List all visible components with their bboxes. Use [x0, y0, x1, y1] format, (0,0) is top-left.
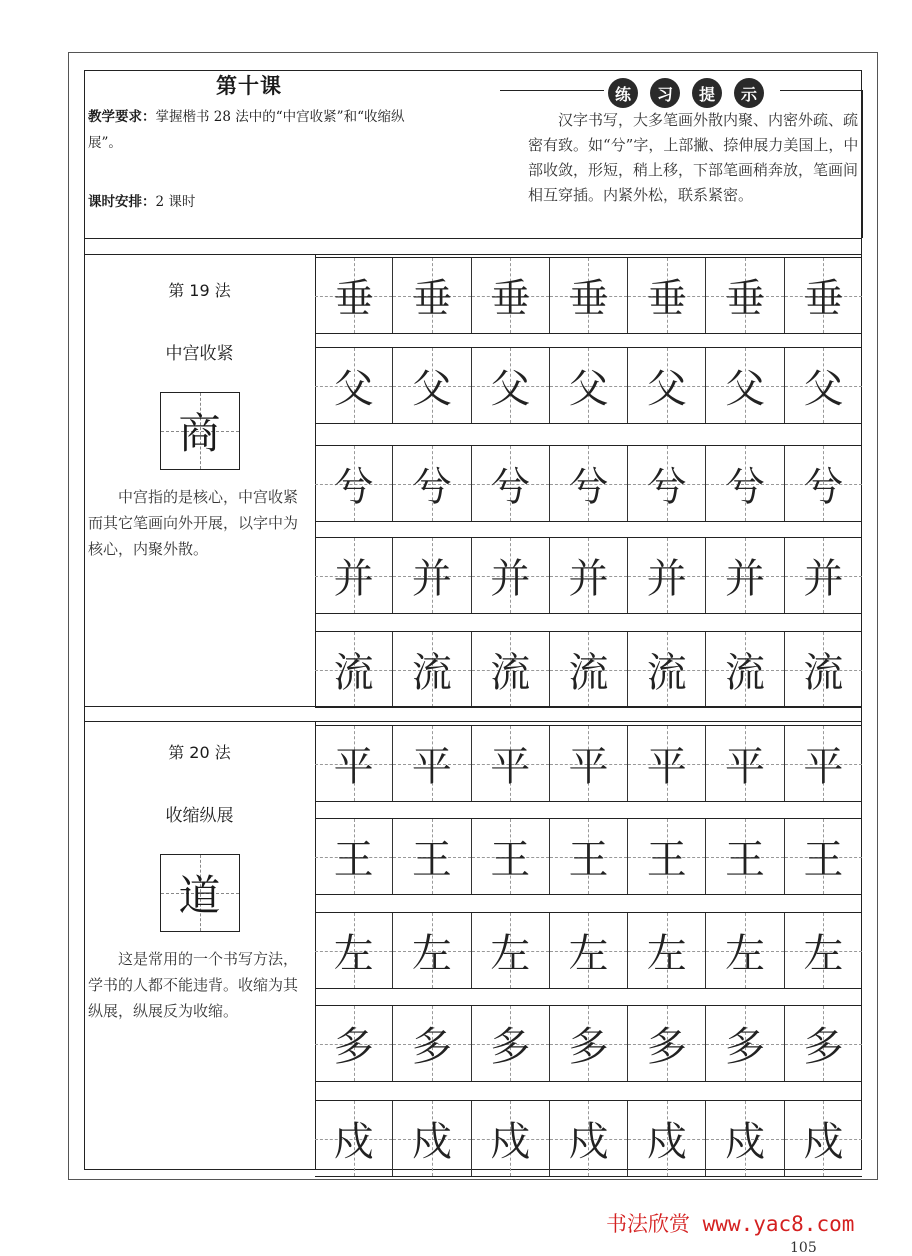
practice-cell — [393, 1101, 471, 1176]
practice-character: 多 — [490, 1024, 531, 1070]
practice-cell — [393, 913, 471, 988]
practice-character: 垂 — [411, 276, 452, 322]
practice-cell — [472, 1006, 550, 1081]
badge-char: 提 — [692, 78, 722, 108]
practice-cell — [706, 632, 784, 707]
practice-cell — [628, 446, 706, 521]
practice-cell — [393, 258, 471, 333]
practice-cell — [706, 258, 784, 333]
practice-cell — [628, 348, 706, 423]
practice-cell — [550, 913, 628, 988]
practice-cell — [785, 819, 862, 894]
law-number: 第 20 法 — [168, 743, 231, 762]
practice-character: 并 — [725, 556, 766, 602]
schedule-text: 2 课时 — [155, 194, 196, 210]
practice-character: 父 — [803, 366, 844, 412]
sample-character: 道 — [178, 871, 221, 920]
practice-character: 王 — [333, 837, 374, 883]
practice-character: 垂 — [568, 276, 609, 322]
practice-character: 戍 — [490, 1119, 531, 1165]
practice-cell — [550, 632, 628, 707]
practice-character: 父 — [725, 366, 766, 412]
practice-character: 并 — [333, 556, 374, 602]
practice-character: 垂 — [490, 276, 531, 322]
class-schedule — [88, 190, 195, 210]
practice-character: 平 — [568, 744, 609, 790]
practice-character: 多 — [725, 1024, 766, 1070]
practice-character: 平 — [646, 744, 687, 790]
practice-cell — [315, 819, 393, 894]
practice-character: 平 — [411, 744, 452, 790]
practice-cell — [393, 538, 471, 613]
practice-character: 戍 — [568, 1119, 609, 1165]
practice-row — [315, 631, 862, 708]
practice-row — [315, 347, 862, 424]
practice-character: 垂 — [646, 276, 687, 322]
practice-cell — [472, 913, 550, 988]
practice-cell — [785, 446, 862, 521]
practice-cell — [628, 913, 706, 988]
practice-cell — [550, 348, 628, 423]
practice-character: 王 — [411, 837, 452, 883]
practice-character: 戍 — [725, 1119, 766, 1165]
practice-character: 平 — [725, 744, 766, 790]
practice-character: 多 — [646, 1024, 687, 1070]
practice-character: 平 — [490, 744, 531, 790]
practice-cell — [315, 1101, 393, 1176]
practice-cell — [628, 1101, 706, 1176]
practice-cell — [315, 632, 393, 707]
practice-cell — [706, 1006, 784, 1081]
tips-border-side — [862, 90, 863, 238]
requirement-text: 掌握楷书 28 法中的“中宫收紧”和“收缩纵展”。 — [88, 109, 405, 151]
practice-cell — [393, 1006, 471, 1081]
practice-cell — [706, 348, 784, 423]
practice-character: 流 — [490, 650, 531, 696]
practice-character: 多 — [803, 1024, 844, 1070]
law-name: 中宫收紧 — [165, 344, 234, 364]
practice-character: 戍 — [333, 1119, 374, 1165]
practice-cell — [472, 538, 550, 613]
practice-character: 垂 — [803, 276, 844, 322]
section-divider-top — [84, 706, 862, 707]
practice-character: 平 — [803, 744, 844, 790]
practice-cell — [393, 632, 471, 707]
practice-cell — [628, 1006, 706, 1081]
practice-character: 并 — [411, 556, 452, 602]
practice-row — [315, 1100, 862, 1177]
badge-char: 习 — [650, 78, 680, 108]
practice-tips-badges — [608, 78, 764, 108]
practice-cell — [706, 1101, 784, 1176]
watermark-cn: 书法欣赏 — [606, 1212, 690, 1236]
practice-cell — [628, 632, 706, 707]
practice-cell — [628, 819, 706, 894]
watermark — [606, 1208, 854, 1238]
practice-character: 并 — [490, 556, 531, 602]
practice-cell — [472, 726, 550, 801]
practice-character: 流 — [411, 650, 452, 696]
practice-cell — [785, 538, 862, 613]
practice-character: 王 — [568, 837, 609, 883]
practice-cell — [785, 258, 862, 333]
practice-row — [315, 725, 862, 802]
practice-character: 兮 — [411, 464, 452, 510]
practice-tips-box — [500, 78, 862, 238]
practice-cell — [785, 348, 862, 423]
practice-cell — [706, 913, 784, 988]
practice-cell — [628, 258, 706, 333]
law-description: 中宫指的是核心，中宫收紧而其它笔画向外开展，以字中为核心，内聚外散。 — [88, 488, 299, 558]
sample-character-box — [160, 392, 240, 470]
practice-character: 戍 — [411, 1119, 452, 1165]
practice-cell — [472, 1101, 550, 1176]
practice-character: 流 — [333, 650, 374, 696]
law-20-panel — [84, 740, 315, 1024]
practice-cell — [315, 446, 393, 521]
practice-character: 并 — [803, 556, 844, 602]
practice-row — [315, 912, 862, 989]
practice-character: 多 — [411, 1024, 452, 1070]
practice-character: 垂 — [725, 276, 766, 322]
practice-cell — [472, 819, 550, 894]
practice-row — [315, 445, 862, 522]
practice-character: 戍 — [646, 1119, 687, 1165]
practice-character: 并 — [646, 556, 687, 602]
practice-character: 左 — [803, 931, 844, 977]
practice-character: 左 — [490, 931, 531, 977]
schedule-label: 课时安排： — [88, 194, 156, 210]
practice-cell — [315, 1006, 393, 1081]
practice-character: 流 — [725, 650, 766, 696]
header-divider-top — [84, 238, 862, 239]
practice-cell — [550, 726, 628, 801]
header-divider-bottom — [84, 254, 862, 255]
lesson-title: 第十课 — [216, 74, 282, 98]
practice-character: 父 — [568, 366, 609, 412]
practice-character: 左 — [411, 931, 452, 977]
tips-text: 汉字书写，大多笔画外散内聚、内密外疏、疏密有致。如“兮”字，上部撇、捺伸展力美国上，中部收敛，形短，稍上移，下部笔画稍奔放，笔画间相互穿插。内紧外松，联系紧密。 — [528, 111, 859, 204]
practice-character: 父 — [411, 366, 452, 412]
practice-cell — [472, 446, 550, 521]
practice-cell — [315, 538, 393, 613]
practice-character: 左 — [646, 931, 687, 977]
practice-cell — [393, 446, 471, 521]
practice-row — [315, 1005, 862, 1082]
practice-cell — [315, 258, 393, 333]
practice-character: 平 — [333, 744, 374, 790]
sample-character-box — [160, 854, 240, 932]
practice-cell — [315, 348, 393, 423]
law-19-panel — [84, 278, 315, 562]
practice-cell — [472, 632, 550, 707]
sample-character: 商 — [178, 409, 221, 458]
practice-character: 戍 — [803, 1119, 844, 1165]
practice-character: 父 — [646, 366, 687, 412]
practice-character: 左 — [568, 931, 609, 977]
practice-character: 多 — [568, 1024, 609, 1070]
practice-character: 王 — [490, 837, 531, 883]
requirement-label: 教学要求： — [88, 109, 156, 125]
practice-character: 父 — [490, 366, 531, 412]
practice-cell — [785, 913, 862, 988]
practice-character: 流 — [803, 650, 844, 696]
practice-cell — [706, 538, 784, 613]
practice-cell — [550, 1101, 628, 1176]
practice-character: 多 — [333, 1024, 374, 1070]
page-number: 105 — [790, 1240, 817, 1256]
practice-cell — [706, 446, 784, 521]
practice-character: 并 — [568, 556, 609, 602]
practice-character: 王 — [803, 837, 844, 883]
practice-character: 王 — [646, 837, 687, 883]
section-divider-bottom — [84, 721, 862, 722]
practice-character: 兮 — [646, 464, 687, 510]
practice-cell — [628, 726, 706, 801]
practice-cell — [550, 446, 628, 521]
badge-char: 练 — [608, 78, 638, 108]
watermark-url: www.yac8.com — [702, 1212, 855, 1236]
law-description: 这是常用的一个书写方法，学书的人都不能违背。收缩为其纵展，纵展反为收缩。 — [88, 950, 299, 1020]
practice-cell — [472, 258, 550, 333]
practice-row — [315, 257, 862, 334]
teaching-requirement — [88, 104, 408, 156]
practice-cell — [706, 819, 784, 894]
practice-cell — [393, 726, 471, 801]
practice-row — [315, 537, 862, 614]
practice-character: 流 — [568, 650, 609, 696]
practice-cell — [785, 1006, 862, 1081]
practice-cell — [550, 1006, 628, 1081]
practice-cell — [550, 819, 628, 894]
practice-character: 流 — [646, 650, 687, 696]
practice-cell — [315, 913, 393, 988]
practice-cell — [785, 1101, 862, 1176]
law-number: 第 19 法 — [168, 281, 231, 300]
practice-cell — [393, 348, 471, 423]
practice-cell — [550, 538, 628, 613]
practice-cell — [628, 538, 706, 613]
practice-cell — [706, 726, 784, 801]
practice-cell — [393, 819, 471, 894]
practice-character: 左 — [725, 931, 766, 977]
practice-character: 左 — [333, 931, 374, 977]
tips-border-right — [780, 90, 862, 91]
practice-cell — [785, 632, 862, 707]
practice-character: 兮 — [333, 464, 374, 510]
practice-character: 兮 — [725, 464, 766, 510]
practice-cell — [472, 348, 550, 423]
badge-char: 示 — [734, 78, 764, 108]
practice-cell — [550, 258, 628, 333]
law-name: 收缩纵展 — [165, 806, 234, 826]
practice-row — [315, 818, 862, 895]
practice-character: 兮 — [568, 464, 609, 510]
practice-character: 兮 — [803, 464, 844, 510]
practice-character: 兮 — [490, 464, 531, 510]
practice-cell — [315, 726, 393, 801]
tips-border-left — [500, 90, 604, 91]
practice-character: 垂 — [333, 276, 374, 322]
practice-character: 王 — [725, 837, 766, 883]
practice-character: 父 — [333, 366, 374, 412]
practice-cell — [785, 726, 862, 801]
